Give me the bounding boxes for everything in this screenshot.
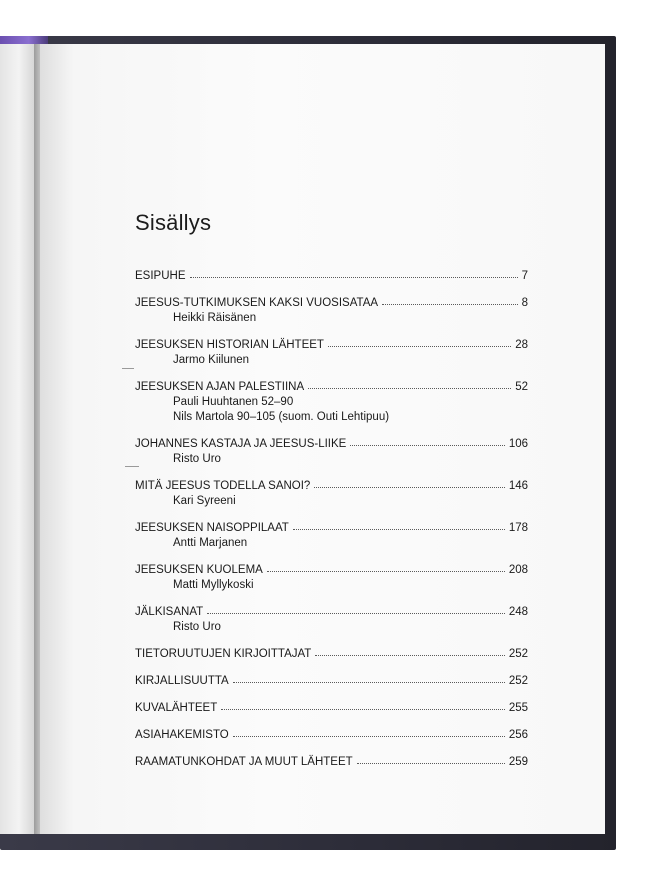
toc-page-number: 8 [521,297,528,309]
dot-leader [233,726,505,737]
toc-page-number: 146 [508,480,528,492]
toc-heading: KUVALÄHTEET [135,702,218,714]
toc-entry [135,379,528,425]
toc-entry [135,673,528,689]
dot-leader [221,699,505,710]
dot-leader [350,435,504,446]
toc-page-number: 248 [508,606,528,618]
dot-leader [357,753,505,764]
dot-leader [315,645,504,656]
toc-entry [135,337,528,368]
toc-author: Nils Martola 90–105 (suom. Outi Lehtipuu) [173,411,390,423]
toc-author: Risto Uro [173,453,221,465]
toc-page-number: 28 [515,339,528,351]
toc-author: Heikki Räisänen [173,312,257,324]
page-title: Sisällys [135,210,212,235]
margin-mark [122,368,134,369]
toc-author: Pauli Huuhtanen 52–90 [173,396,294,408]
dot-leader [207,603,505,614]
dot-leader [328,336,511,347]
toc-author: Jarmo Kiilunen [173,354,250,366]
toc-entry [135,562,528,593]
toc-heading: ESIPUHE [135,270,186,282]
toc-heading: TIETORUUTUJEN KIRJOITTAJAT [135,648,312,660]
toc-heading: JOHANNES KASTAJA JA JEESUS-LIIKE [135,438,347,450]
toc-page-number: 52 [515,381,528,393]
toc-author: Risto Uro [173,621,221,633]
toc-entry [135,727,528,743]
dot-leader [293,519,505,530]
toc-heading: JEESUKSEN KUOLEMA [135,564,263,576]
toc-author: Antti Marjanen [173,537,248,549]
dot-leader [308,378,511,389]
toc-page-number: 178 [508,522,528,534]
toc-entry [135,754,528,770]
dot-leader [382,294,518,305]
dot-leader [233,672,505,683]
toc-entry [135,436,528,467]
toc-entry [135,295,528,326]
toc-author: Kari Syreeni [173,495,236,507]
toc-page-number: 252 [508,675,528,687]
toc-heading: ASIAHAKEMISTO [135,729,229,741]
toc-entry [135,700,528,716]
dot-leader [267,561,505,572]
toc-page-number: 256 [508,729,528,741]
toc-entry [135,478,528,509]
toc-page-number: 252 [508,648,528,660]
dot-leader [314,477,504,488]
toc-entry [135,268,528,284]
table-of-contents [135,268,528,770]
toc-heading: RAAMATUNKOHDAT JA MUUT LÄHTEET [135,756,353,768]
toc-author: Matti Myllykoski [173,579,254,591]
toc-entry [135,604,528,635]
toc-entry [135,520,528,551]
toc-heading: JEESUKSEN NAISOPPILAAT [135,522,289,534]
toc-page-number: 106 [508,438,528,450]
toc-page-number: 259 [508,756,528,768]
toc-heading: MITÄ JEESUS TODELLA SANOI? [135,480,311,492]
toc-page-number: 208 [508,564,528,576]
toc-heading: JÄLKISANAT [135,606,204,618]
toc-heading: JEESUKSEN AJAN PALESTIINA [135,381,305,393]
left-page-edge [0,44,38,834]
toc-page-number: 255 [508,702,528,714]
dot-leader [190,267,518,278]
toc-heading: JEESUS-TUTKIMUKSEN KAKSI VUOSISATAA [135,297,379,309]
toc-page-number: 7 [521,270,528,282]
toc-heading: JEESUKSEN HISTORIAN LÄHTEET [135,339,324,351]
toc-heading: KIRJALLISUUTTA [135,675,229,687]
toc-entry [135,646,528,662]
